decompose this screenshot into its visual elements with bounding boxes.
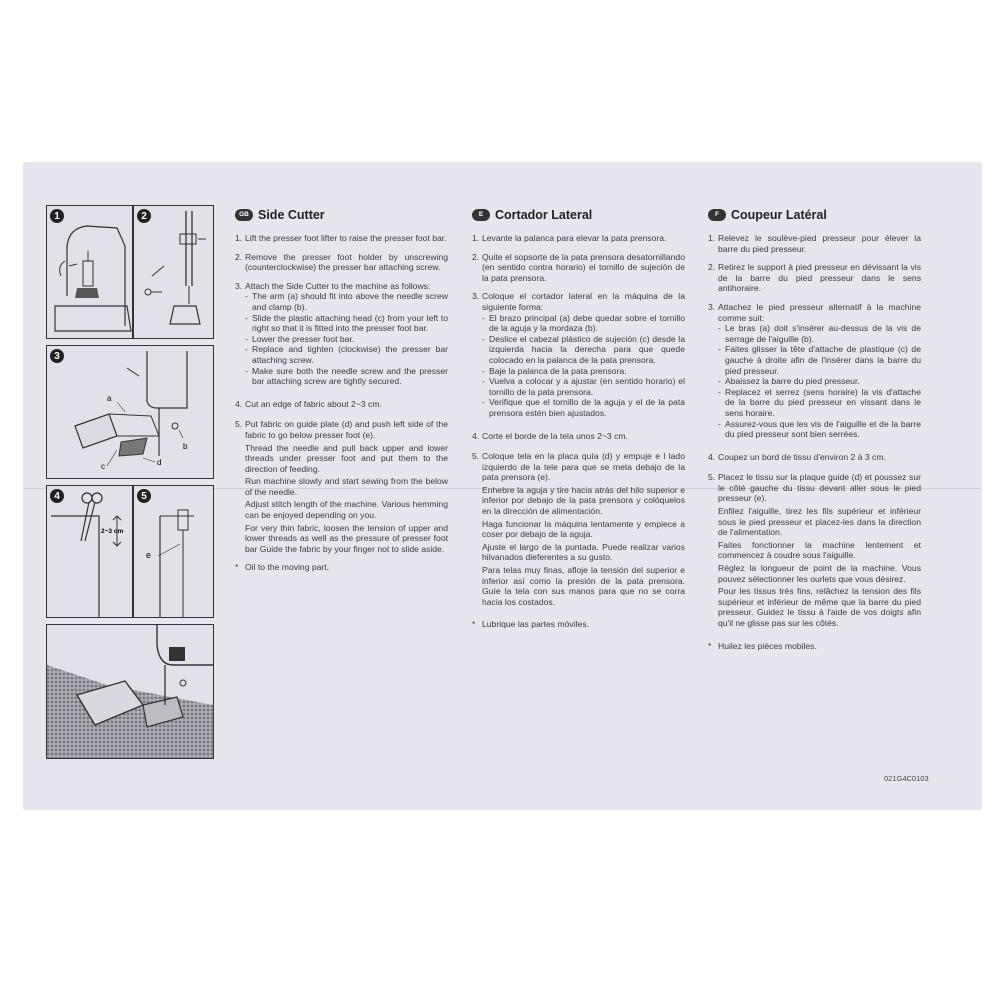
spanish-paragraph: Haga funcionar la máquina lentamente y empiece a coser por debajo de la aguja. [482,518,685,540]
spanish-step-3: 3. Coloque el cortador lateral en la máquina de la siguiente forma: [472,291,685,312]
spanish-step-2: 2. Quite el sopsorte de la pata prensora desatornillando (en sentido contra horario) el tornillo de sujeción de la pata prensora. [472,251,685,283]
figure-3-label-b: b [183,442,188,451]
figure-3 [46,345,214,479]
spanish-heading [472,209,685,221]
english-column [235,209,448,573]
spanish-column [472,209,685,630]
spanish-step-3-item: - Verifique que el tornillo de la aguja y el de la pata prensora estén bien ajustados. [482,397,685,418]
gb-badge: GB [235,209,253,221]
figure-1 [46,205,133,339]
figure-2-number: 2 [137,209,151,223]
english-heading [235,209,448,221]
spanish-paragraph: Ajuste el largo de la puntada. Puede realizar varios hilvanados dieferentes a su gusto. [482,541,685,563]
figure-6-drawing [47,625,213,758]
french-step-5: 5. Placez le tissu sur la plaque guide (d) et poussez sur le côté gauche du tissu devant aller sous le pied presseur (e). [708,472,921,504]
english-step-4: 4. Cut an edge of fabric about 2~3 cm. [235,398,382,409]
figure-1-number: 1 [50,209,64,223]
french-step-3-item: - Assurez-vous que les vis de l'aiguille et de la barre du pied presseur sont bien serrées. [718,418,921,440]
english-note: * Oil to the moving part. [235,562,330,573]
spanish-step-3-item: - Vuelva a colocar y a ajustar (en sentido horario) el tornillo de la pata prensora. [482,376,685,397]
english-step-2: 2. Remove the presser foot holder by unscrewing (counterclockwise) the presser bar attaching screw. [235,251,448,273]
figure-3-drawing [47,346,213,478]
figure-5-label-e: e [146,550,152,560]
french-step-2: 2. Retirez le support à pied presseur en dévissant la vis de la barre du pied presseur dans le sens antihoraire. [708,262,921,294]
spanish-step-3-item: - Deslice el cabezal plástico de sujeción (c) desde la izquierda hacia la derecha para que quede colocado en la palanca de la pata prensora. [482,333,685,365]
french-paragraph: Enfilez l'aiguille, tirez les fils supérieur et inférieur sous le pied presseur et placez-les dans la direction de l'alimentation. [718,506,921,538]
french-step-3-item: - Abaissez la barre du pied presseur. [718,376,860,387]
spanish-paragraph: Para telas muy finas, afloje la tensión del superior e inferior así como la presión de la pata prensora. Guíe la tela con sus manos para que no se corra hacia los costados. [482,565,685,607]
english-step-3-item: - The arm (a) should fit into above the needle screw and clamp (b). [245,291,448,312]
e-badge: E [472,209,490,221]
french-paragraph: Réglez la longueur de point de la machine. Vous pouvez sélectionner les ourlets que vous désirez. [718,563,921,584]
english-title: Side Cutter [258,207,325,222]
english-paragraph: Run machine slowly and start sewing from the below of the needle. [245,476,448,497]
french-step-3-item: - Replacez et serrez (sens horaire) la vis d'attache de la barre du pied presseur en vissant dans le sens horaire. [718,386,921,418]
spanish-step-1: 1. Levante la palanca para elevar la pata prensora. [472,233,667,243]
figure-4-measure-label: 2~3 cm [101,528,124,535]
english-paragraph: Thread the needle and pull back upper and lower threads under presser foot and put them to the direction of feeding. [245,442,448,474]
english-step-3-item: - Lower the presser foot bar. [245,333,355,344]
english-step-3-item: - Replace and tighten (clockwise) the presser bar attaching screw. [245,344,448,365]
french-title: Coupeur Latéral [731,207,827,222]
figure-3-label-d: d [157,458,162,467]
english-paragraph: Adjust stitch length of the machine. Various hemming can be enjoyed depending on you. [245,499,448,521]
spanish-step-4: 4. Corte el borde de la tela unos 2~3 cm. [472,430,628,441]
french-column [708,209,921,651]
spanish-note: * Lubrique las partes móviles. [472,619,589,630]
figure-3-number: 3 [50,349,64,363]
figure-4 [46,485,133,618]
french-step-4: 4. Coupez un bord de tissu d'environ 2 à 3 cm. [708,451,886,462]
french-step-3-item: - Le bras (a) doit s'insérer au-dessus de la vis de serrage de l'aiguille (b). [718,323,921,344]
spanish-title: Cortador Lateral [495,207,593,222]
instruction-sheet [24,163,981,809]
spanish-step-3-item: - Baje la palanca de la pata prensora. [482,365,627,376]
figure-5 [133,485,214,618]
french-step-1: 1. Relevez le soulève-pied presseur pour élever la barre du pied presseur. [708,233,921,254]
figure-5-number: 5 [137,489,151,503]
document-code: 021G4C0103 [884,774,929,783]
figure-3-label-a: a [107,394,112,403]
english-step-1: 1. Lift the presser foot lifter to raise the presser foot bar. [235,233,447,243]
figure-3-label-c: c [101,462,105,471]
spanish-paragraph: Enhebre la aguja y tire hacia atrás del hilo superior e inferior por debajo de la pata prensora y colóquelos en la dirección de alimentación. [482,484,685,517]
figure-1-drawing [47,206,132,338]
french-step-3: 3. Attachez le pied presseur alternatif à la machine comme suit: [708,301,921,323]
english-step-3-item: - Slide the plastic attaching head (c) from your left to right so that it is fitted into the presser foot bar. [245,312,448,334]
figure-2-drawing [134,206,213,338]
figure-6 [46,624,214,759]
french-note: * Huilez les pièces mobiles. [708,640,817,651]
english-step-3: 3. Attach the Side Cutter to the machine as follows: [235,280,431,291]
spanish-step-5: 5. Coloque tela en la placa quía (d) y empuje e l lado izquierdo de la tele para que se meta debajo de la pata prensora (e). [472,451,685,483]
figure-2 [133,205,214,339]
french-paragraph: Pour les tissus très fins, relâchez la tension des fils supérieur et inférieur de même que la barre du pied presseur. Guidez le tissu à l'aide de vos doigts afin qu'il ne glisse pas sur les côtés. [718,586,921,628]
english-step-5: 5. Put fabric on guide plate (d) and push left side of the fabric to go below presser foot (e). [235,419,448,440]
figure-4-drawing [47,486,132,617]
french-heading [708,209,921,221]
figure-4-number: 4 [50,489,64,503]
english-step-3-item: - Make sure both the needle screw and the presser bar attaching screw are tightly secured. [245,365,448,387]
english-paragraph: For very thin fabric, loosen the tension of upper and lower threads as well as the pressure of presser foot bar Guide the fabric by your finger not to slide aside. [245,522,448,554]
f-badge: F [708,209,726,221]
french-step-3-item: - Faites glisser la tête d'attache de plastique (c) de gauche à droite afin de l'insérer dans la barre du pied presseur. [718,344,921,376]
french-paragraph: Faites fonctionner la machine lentement et commencez à coudre sous l'aiguille. [718,539,921,561]
spanish-step-3-item: - El brazo principal (a) debe quedar sobre el tornillo de la aguja y la mordaza (b). [482,312,685,334]
